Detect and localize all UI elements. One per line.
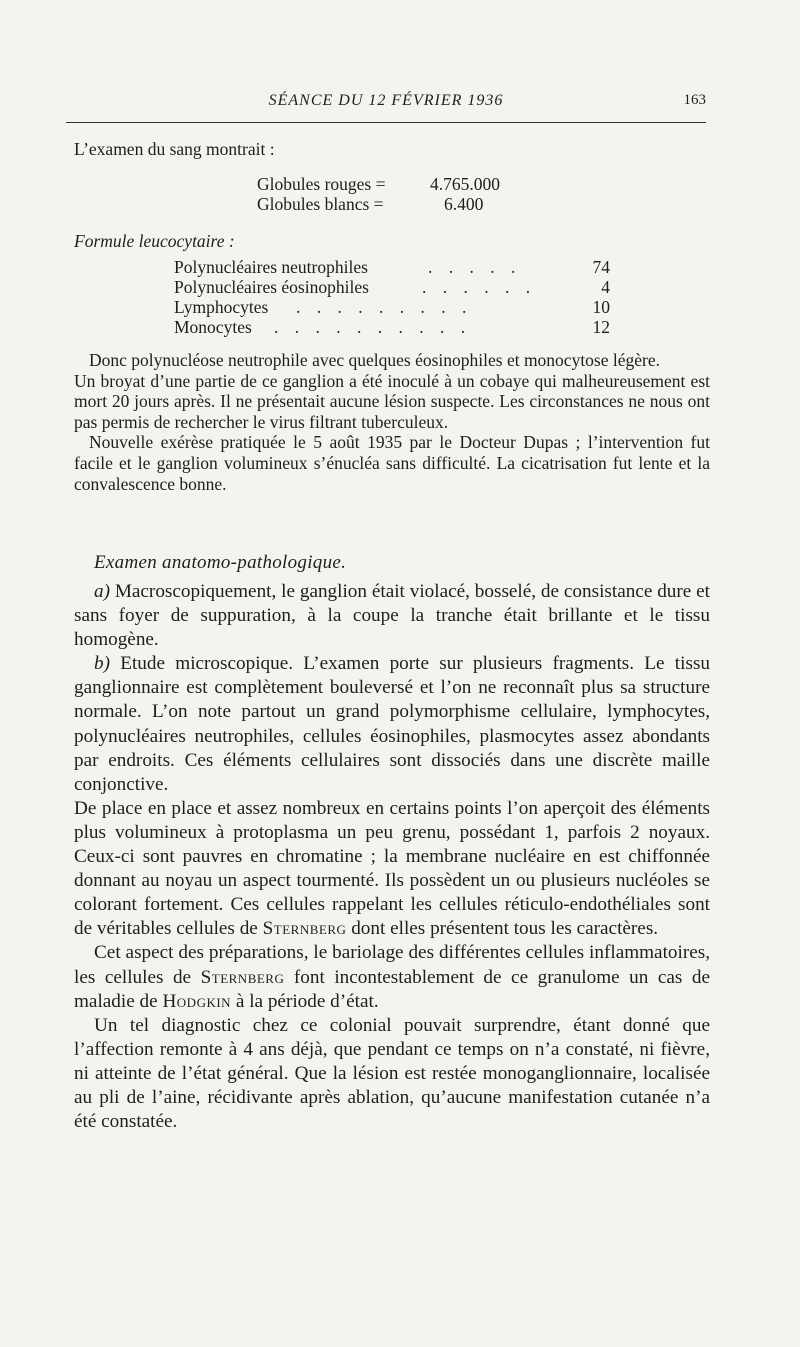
paragraph-aspect-text-1: Cet aspect des préparations, le bariolage des différentes cellules inflammatoires, les cellules de <box>74 942 710 988</box>
formule-title-text: Formule leucocytaire : <box>74 231 235 251</box>
header-rule <box>66 122 706 123</box>
lab-notes <box>74 350 710 494</box>
formule-row-dots: . . . . . . . . . . <box>274 317 472 337</box>
formule-row-dots: . . . . . <box>428 257 522 277</box>
formule-row <box>74 257 710 277</box>
section-title: Examen anatomo-pathologique. <box>94 552 347 573</box>
running-title: SÉANCE DU 12 FÉVRIER 1936 <box>268 92 504 109</box>
formule-row-label: Lymphocytes <box>174 297 269 317</box>
name-sternberg: Sternberg <box>262 918 347 940</box>
formule-row <box>74 277 710 297</box>
paragraph-inoculation: Un broyat d’une partie de ce ganglion a été inoculé à un cobaye qui malheureusement est mort 20 jours après. Il ne présentait aucune lésion suspecte. Les circonstances ne nous ont pas permis de rechercher le virus filtrant tuberculeux. <box>74 370 710 432</box>
globules-rouges-label: Globules rouges = <box>257 174 386 194</box>
paragraph-macroscopique <box>74 580 710 652</box>
item-label-b: b) <box>94 653 110 675</box>
formule-row-label: Polynucléaires neutrophiles <box>174 257 368 277</box>
name-sternberg: Sternberg <box>200 966 285 988</box>
formule-title <box>74 231 710 252</box>
paragraph-elements <box>74 797 710 942</box>
formule-row-value: 74 <box>592 257 610 277</box>
paragraph-microscopique <box>74 652 710 797</box>
blood-intro <box>74 139 710 160</box>
blood-intro-text: L’examen du sang montrait : <box>74 139 275 159</box>
name-hodgkin: Hodgkin <box>162 990 232 1012</box>
paragraph-aspect <box>74 941 710 1013</box>
main-text <box>74 580 710 1134</box>
formule-table <box>74 257 710 341</box>
paragraph-elements-text-1: De place en place et assez nombreux en certains points l’on aperçoit des éléments plus volumineux à protoplasma un peu grenu, possédant 1, parfois 2 noyaux. Ceux-ci sont pauvres en chromatine ; la membrane nucléaire en est chiffonnée donnant au noyau un aspect tourmenté. Ils possèdent un ou plusieurs nucléoles se colorant fortement. Ces cellules rappelant les cellules réticulo-endothéliales sont de véritables cellules de <box>74 797 710 940</box>
paragraph-aspect-text-3: à la période d’état. <box>231 990 379 1012</box>
formule-row <box>74 297 710 317</box>
formule-row-value: 12 <box>592 317 610 337</box>
globules-rouges-value: 4.765.000 <box>430 174 500 194</box>
globules-blancs-label: Globules blancs = <box>257 194 384 214</box>
formule-row <box>74 317 710 337</box>
paragraph-aspect-text-2: font incontestablement de ce granulome un cas de maladie de <box>74 966 710 1012</box>
page-header <box>66 92 706 116</box>
blood-counts <box>74 174 710 216</box>
formule-row-label: Monocytes <box>174 317 252 337</box>
paragraph-exerese: Nouvelle exérèse pratiquée le 5 août 1935 par le Docteur Dupas ; l’intervention fut facile et le ganglion volumineux s’énucléa sans difficulté. La cicatrisation fut lente et la convalescence bonne. <box>74 432 710 494</box>
formule-row-dots: . . . . . . . . . <box>296 297 473 317</box>
item-label-a: a) <box>94 581 110 602</box>
paragraph-diagnostic: Un tel diagnostic chez ce colonial pouvait surprendre, étant donné que l’affection remonte à 4 ans déjà, que pendant ce temps on n’a constaté, ni fièvre, ni atteinte de l’état général. Que la lésion est restée monoganglionnaire, localisée au pli de l’aine, récidivante après ablation, qu’aucune manifestation cutanée n’a été constatée. <box>74 1014 710 1133</box>
formule-row-value: 4 <box>601 277 610 297</box>
paragraph-microscopique-text: Etude microscopique. L’examen porte sur plusieurs fragments. Le tissu ganglionnaire est complètement bouleversé et l’on ne reconnaît plus sa structure normale. L’on note partout un grand polymorphisme cellulaire, lymphocytes, polynucléaires neutrophiles, cellules éosinophiles, plasmocytes assez abondants par endroits. Ces éléments cellulaires sont dissociés dans une discrète maille conjonctive. <box>74 653 710 795</box>
formule-row-label: Polynucléaires éosinophiles <box>174 277 369 297</box>
paragraph-elements-text-2: dont elles présentent tous les caractères. <box>346 918 659 940</box>
page-number: 163 <box>683 92 706 108</box>
paragraph-macroscopique-text: Macroscopiquement, le ganglion était violacé, bosselé, de consistance dure et sans foyer de suppuration, à la coupe la tranche était brillante et le tissu homogène. <box>74 581 710 651</box>
paragraph-polynucleose: Donc polynucléose neutrophile avec quelques éosinophiles et monocytose légère. <box>89 350 661 370</box>
formule-row-value: 10 <box>592 297 610 317</box>
formule-row-dots: . . . . . . <box>422 277 537 297</box>
globules-blancs-value: 6.400 <box>444 194 484 214</box>
